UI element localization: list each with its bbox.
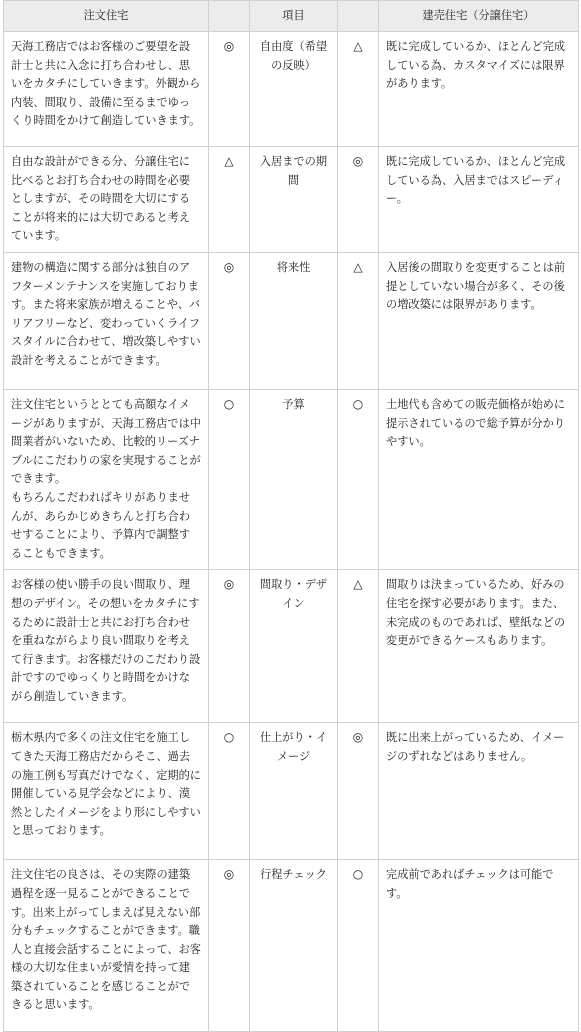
comparison-table-container [3,0,578,1032]
table-row [4,32,579,147]
custom-home-description [4,389,209,569]
custom-home-description-part1: 注文住宅というととても高額なイメージがありますが、天海工務店では中間業者がいないため、比較的リーズナブルにこだわりの家を実現することができます。 [11,397,201,486]
table-row [4,723,579,860]
ready-built-rating: △ [338,570,379,723]
header-mark-right-blank [338,1,379,32]
custom-home-rating: ◎ [209,570,250,723]
item-label: 行程チェック [250,860,338,1032]
ready-built-rating: ○ [338,389,379,569]
item-label: 将来性 [250,252,338,389]
custom-home-description: 注文住宅の良さは、その実際の建築過程を逐一見ることができることです。出来上がってしまえば見えない部分もチェックすることができます。職人と直接会話することによって、お客様の大切な住まいが愛情を持って建築されていることを感じることができると思います。 [4,860,209,1032]
table-row [4,570,579,723]
comparison-table [3,0,579,1032]
ready-built-rating: ◎ [338,147,379,253]
custom-home-description-part2: もちろんこだわればキリがありませんが、あらかじめきちんと打ち合わせすることにより、予算内で調整することもできます。 [11,490,191,560]
ready-built-description: 既に出来上がっているため、イメージのずれなどはありません。 [379,723,579,860]
ready-built-description: 既に完成しているか、ほとんど完成している為、入居まではスピーディー。 [379,147,579,253]
custom-home-rating: ○ [209,723,250,860]
custom-home-description: 建物の構造に関する部分は独自のアフターメンテナンスを実施しております。また将来家族が増えることや、バリアフリーなど、変わっていくライフスタイルに合わせて、増改築しやすい設計を考えることができます。 [4,252,209,389]
custom-home-description: 天海工務店ではお客様のご要望を設計士と共に入念に打ち合わせし、思いをカタチにしていきます。外観から内装、間取り、設備に至るまでゆっくり時間をかけて創造していきます。 [4,32,209,147]
table-row [4,147,579,253]
custom-home-rating: ◎ [209,32,250,147]
item-label: 予算 [250,389,338,569]
custom-home-rating: ○ [209,389,250,569]
header-item: 項目 [250,1,338,32]
ready-built-description: 間取りは決まっているため、好みの住宅を探す必要があります。また、未完成のものであれば、壁紙などの変更ができるケースもあります。 [379,570,579,723]
custom-home-description: 自由な設計ができる分、分譲住宅に比べるとお打ち合わせの時間を必要としますが、その時間を大切にすることが将来的には大切であると考えています。 [4,147,209,253]
ready-built-description: 土地代も含めての販売価格が始めに提示されているので総予算が分かりやすい。 [379,389,579,569]
custom-home-description: 栃木県内で多くの注文住宅を施工してきた天海工務店だからそこ、過去の施工例も写真だけでなく、定期的に開催している見学会などにより、漠然としたイメージをより形にしやすいと思っております。 [4,723,209,860]
item-label: 自由度（希望の反映） [250,32,338,147]
table-header-row [4,1,579,32]
custom-home-rating: ◎ [209,252,250,389]
header-custom-home: 注文住宅 [4,1,209,32]
item-label: 入居までの期間 [250,147,338,253]
custom-home-description: お客様の使い勝手の良い間取り、理想のデザイン。その想いをカタチにするために設計士と共にお打ち合わせを重ねながらより良い間取りを考えて行きます。お客様だけのこだわり設計ですのでゆっくりと時間をかけながら創造していきます。 [4,570,209,723]
custom-home-rating: △ [209,147,250,253]
header-mark-left-blank [209,1,250,32]
item-label: 仕上がり・イメージ [250,723,338,860]
ready-built-description: 既に完成しているか、ほとんど完成している為、カスタマイズには限界があります。 [379,32,579,147]
item-label: 間取り・デザイン [250,570,338,723]
table-row [4,389,579,569]
custom-home-rating: ◎ [209,860,250,1032]
ready-built-rating: △ [338,252,379,389]
ready-built-rating: ○ [338,860,379,1032]
header-ready-built-home: 建売住宅（分譲住宅） [379,1,579,32]
table-row [4,252,579,389]
ready-built-description: 入居後の間取りを変更することは前提としていない場合が多く、その後の増改築には限界があります。 [379,252,579,389]
ready-built-rating: ◎ [338,723,379,860]
ready-built-rating: △ [338,32,379,147]
ready-built-description: 完成前であればチェックは可能です。 [379,860,579,1032]
table-row [4,860,579,1032]
